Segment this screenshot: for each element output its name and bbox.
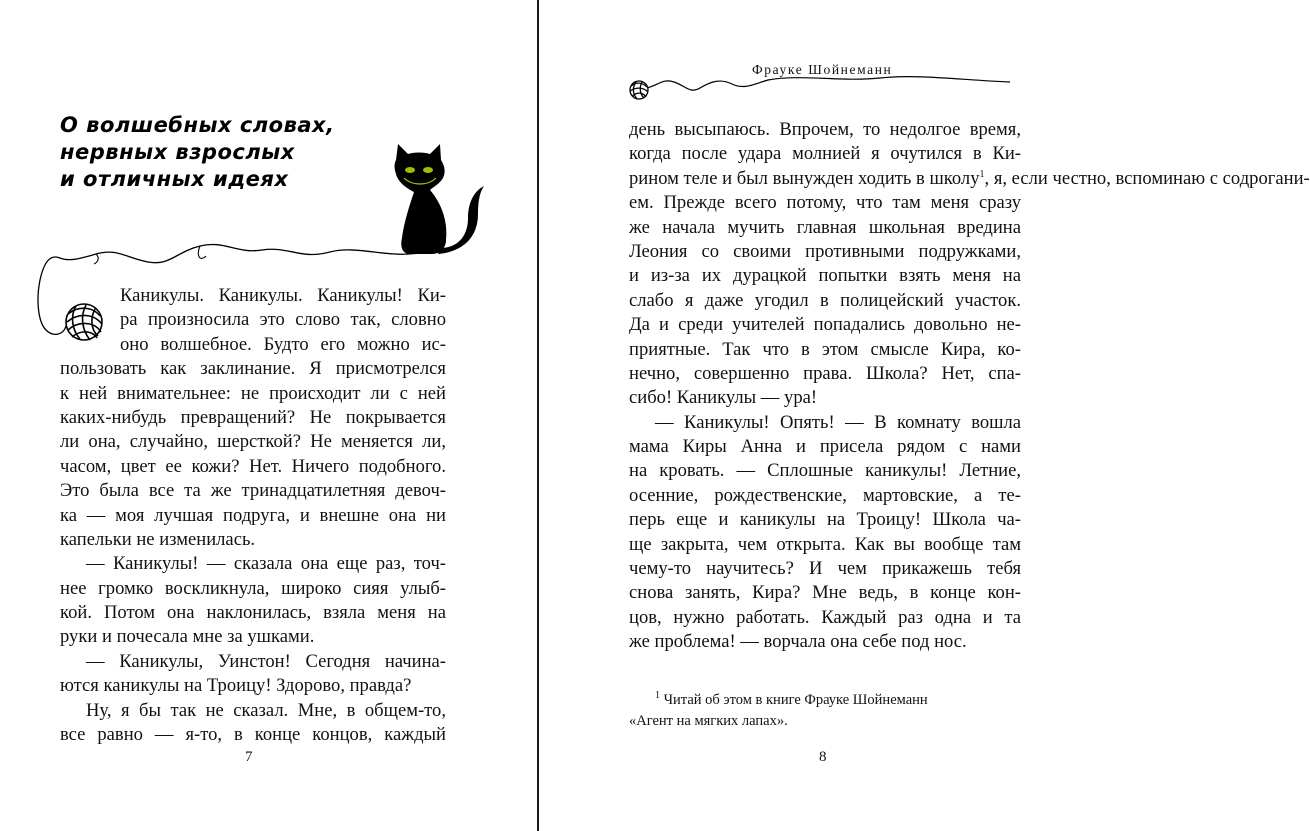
chapter-title-line: и отличных идеях	[60, 167, 289, 191]
text-line: Да и среди учителей попадались довольно не-	[629, 314, 1021, 336]
text-line: Это была все та же тринадцатилетняя девоч-	[60, 480, 446, 502]
left-body-text	[60, 284, 446, 747]
text-line: пользовать как заклинание. Я присмотрелся	[60, 358, 446, 380]
text-fragment: рином теле и был вынужден ходить в школу	[629, 167, 980, 189]
text-line: ра произносила это слово так, словно	[120, 309, 446, 331]
text-line: слабо я даже угодил в полицейский участок.	[629, 289, 1021, 311]
text-line: ли она, случайно, шерсткой? Не меняется ли,	[60, 431, 446, 453]
text-line: же начала мучить главная школьная вредина	[629, 216, 1021, 238]
footnote-line	[629, 690, 1021, 711]
text-line: день высыпаюсь. Впрочем, то недолгое время,	[629, 119, 1021, 140]
text-line: — Каникулы! — сказала она еще раз, точ-	[86, 553, 446, 575]
page-number: 7	[245, 749, 253, 765]
text-line: Ну, я бы так не сказал. Мне, в общем-то,	[86, 699, 446, 721]
text-line: ще закрыта, чем открыта. Как вы вообще там	[629, 533, 1021, 555]
text-line: перь еще и каникулы на Троицу! Школа ча-	[629, 509, 1021, 531]
text-line: ка — моя лучшая подруга, и внешне она ни	[60, 504, 446, 526]
left-page	[0, 0, 538, 831]
text-line: осенние, рождественские, мартовские, а те-	[629, 484, 1021, 506]
text-line: ем. Прежде всего потому, что там меня сразу	[629, 192, 1021, 214]
text-line: ются каникулы на Троицу! Здорово, правда?	[60, 675, 412, 697]
text-line: чему-то научитесь? И чем прикажешь тебя	[629, 558, 1021, 580]
text-line: капельки не изменилась.	[60, 528, 256, 550]
text-line: сибо! Каникулы — ура!	[629, 387, 818, 409]
text-line: когда после удара молнией я очутился в Ки-	[629, 143, 1021, 165]
text-line: к ней внимательнее: не происходит ли с ней	[60, 382, 446, 404]
chapter-title-line: нервных взрослых	[60, 140, 295, 164]
footnote	[629, 690, 1021, 732]
text-line: — Каникулы, Уинстон! Сегодня начина-	[86, 650, 446, 672]
page-number: 8	[819, 749, 827, 765]
header-thread-line	[646, 77, 1010, 91]
text-line: кой. Потом она наклонилась, взяла меня на	[60, 602, 446, 624]
black-cat-icon	[395, 144, 485, 254]
text-line: на кровать. — Сплошные каникулы! Летние,	[629, 460, 1021, 482]
text-line: руки и почесала мне за ушками.	[60, 626, 315, 648]
chapter-title-line: О волшебных словах,	[60, 113, 335, 137]
book-gutter	[537, 0, 539, 831]
text-line: все равно — я-то, в конце концов, каждый	[60, 724, 446, 746]
text-line: приятные. Так что в этом смысле Кира, ко-	[629, 338, 1021, 360]
footnote-number: 1	[655, 690, 660, 702]
text-line: Леония со своими противными подружками,	[629, 240, 1021, 262]
footnote-text: Читай об этом в книге Фрауке Шойнеманн	[663, 692, 928, 708]
text-line: нее громко воскликнула, широко сияя улыб-	[60, 577, 446, 599]
text-line: и из-за их дурацкой попытки взять меня на	[629, 265, 1021, 287]
right-body-text	[629, 118, 1310, 655]
footnote-line: «Агент на мягких лапах».	[629, 713, 788, 729]
text-line: снова занять, Кира? Мне ведь, в конце кон-	[629, 582, 1021, 604]
text-line: мама Киры Анна и присела рядом с нами	[629, 436, 1021, 458]
text-line: каких-нибудь превращений? Не покрывается	[60, 406, 446, 428]
text-fragment: , я, если честно, вспоминаю с содрогани-	[984, 167, 1310, 189]
text-line: оно волшебное. Будто его можно ис-	[120, 333, 446, 355]
text-line: — Каникулы! Опять! — В комнату вошла	[655, 411, 1021, 433]
text-line	[629, 167, 1310, 191]
text-line: цов, нужно работать. Каждый раз одна и та	[629, 606, 1021, 628]
text-line: Каникулы. Каникулы. Каникулы! Ки-	[120, 285, 446, 306]
chapter-title	[60, 112, 360, 193]
yarn-ball-icon	[630, 81, 648, 99]
text-line: же проблема! — ворчала она себе под нос.	[629, 631, 967, 653]
running-head: Фрауке Шойнеманн	[752, 62, 893, 77]
text-line: нечно, совершенно права. Школа? Нет, спа-	[629, 362, 1021, 384]
footnote-marker: 1	[979, 168, 985, 180]
header-thread-ornament	[540, 0, 1077, 110]
text-line: часом, цвет ее кожи? Нет. Ничего подобного.	[60, 455, 446, 477]
